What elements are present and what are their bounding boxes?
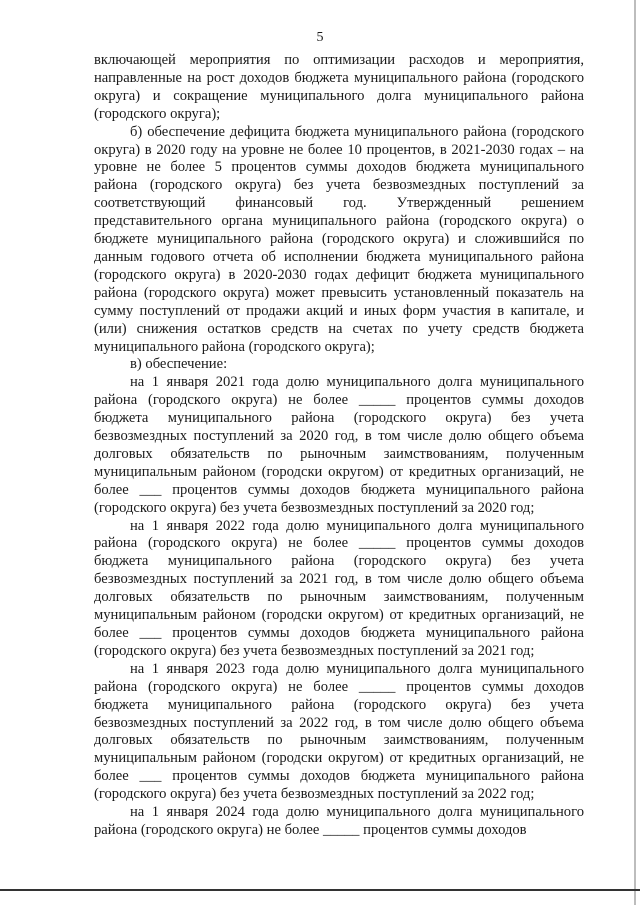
document-body bbox=[94, 52, 584, 840]
scan-bottom-border bbox=[0, 889, 640, 891]
scan-edge bbox=[634, 0, 636, 905]
paragraph-item-v: в) обеспечение: bbox=[130, 356, 228, 373]
paragraph-2021: на 1 января 2021 года долю муниципального долга муниципального района (городского округа) не более _____ процентов суммы доходов бюджета муниципального района (городского округа) без учета безвозмездных поступлений за 2020 год, в том числе долю общего объема долговых обязательств по рыночным заимствованиям, полученным муниципальным районом (городски округом) от кредитных организаций, не более ___ процентов суммы доходов бюджета муниципального района (городского округа) без учета безвозмездных поступлений за 2020 год; bbox=[94, 374, 584, 516]
paragraph-continuation: включающей мероприятия по оптимизации расходов и мероприятия, направленные на рост доходов бюджета муниципального района (городского округа) и сокращение муниципального долга муниципального района (городского округа); bbox=[94, 52, 584, 122]
paragraph-2024: на 1 января 2024 года долю муниципального долга муниципального района (городского округа) не более _____ процентов суммы доходов bbox=[94, 804, 584, 838]
paragraph-2022: на 1 января 2022 года долю муниципального долга муниципального района (городского округа) не более _____ процентов суммы доходов бюджета муниципального района (городского округа) без учета безвозмездных поступлений за 2021 год, в том числе долю общего объема долговых обязательств по рыночным заимствованиям, полученным муниципальным районом (городски округом) от кредитных организаций, не более ___ процентов суммы доходов бюджета муниципального района (городского округа) без учета безвозмездных поступлений за 2021 год; bbox=[94, 517, 584, 659]
paragraph-2023: на 1 января 2023 года долю муниципального долга муниципального района (городского округа) не более _____ процентов суммы доходов бюджета муниципального района (городского округа) без учета безвозмездных поступлений за 2022 год, в том числе долю общего объема долговых обязательств по рыночным заимствованиям, полученным муниципальным районом (городски округом) от кредитных организаций, не более ___ процентов суммы доходов бюджета муниципального района (городского округа) без учета безвозмездных поступлений за 2022 год; bbox=[94, 660, 584, 803]
page-number: 5 bbox=[316, 30, 324, 45]
paragraph-item-b: б) обеспечение дефицита бюджета муниципального района (городского округа) в 2020 году на уровне не более 10 процентов, в 2021-2030 годах – на уровне не более 5 процентов суммы доходов бюджета муниципального района (городского округа) без учета безвозмездных поступлений за соответствующий финансовый год. Утвержденный решением представительного органа муниципального района (городского округа) о бюджете муниципального района (городского округа) и сложившийся по данным годового отчета об исполнении бюджета муниципального района (городского округа) в 2020-2030 годах дефицит бюджета муниципального района (городского округа) может превысить установленный показатель на сумму поступлений от продажи акций и иных форм участия в капитале, и (или) снижения остатков средств на счетах по учету средств бюджета муниципального района (городского округа); bbox=[94, 123, 584, 355]
